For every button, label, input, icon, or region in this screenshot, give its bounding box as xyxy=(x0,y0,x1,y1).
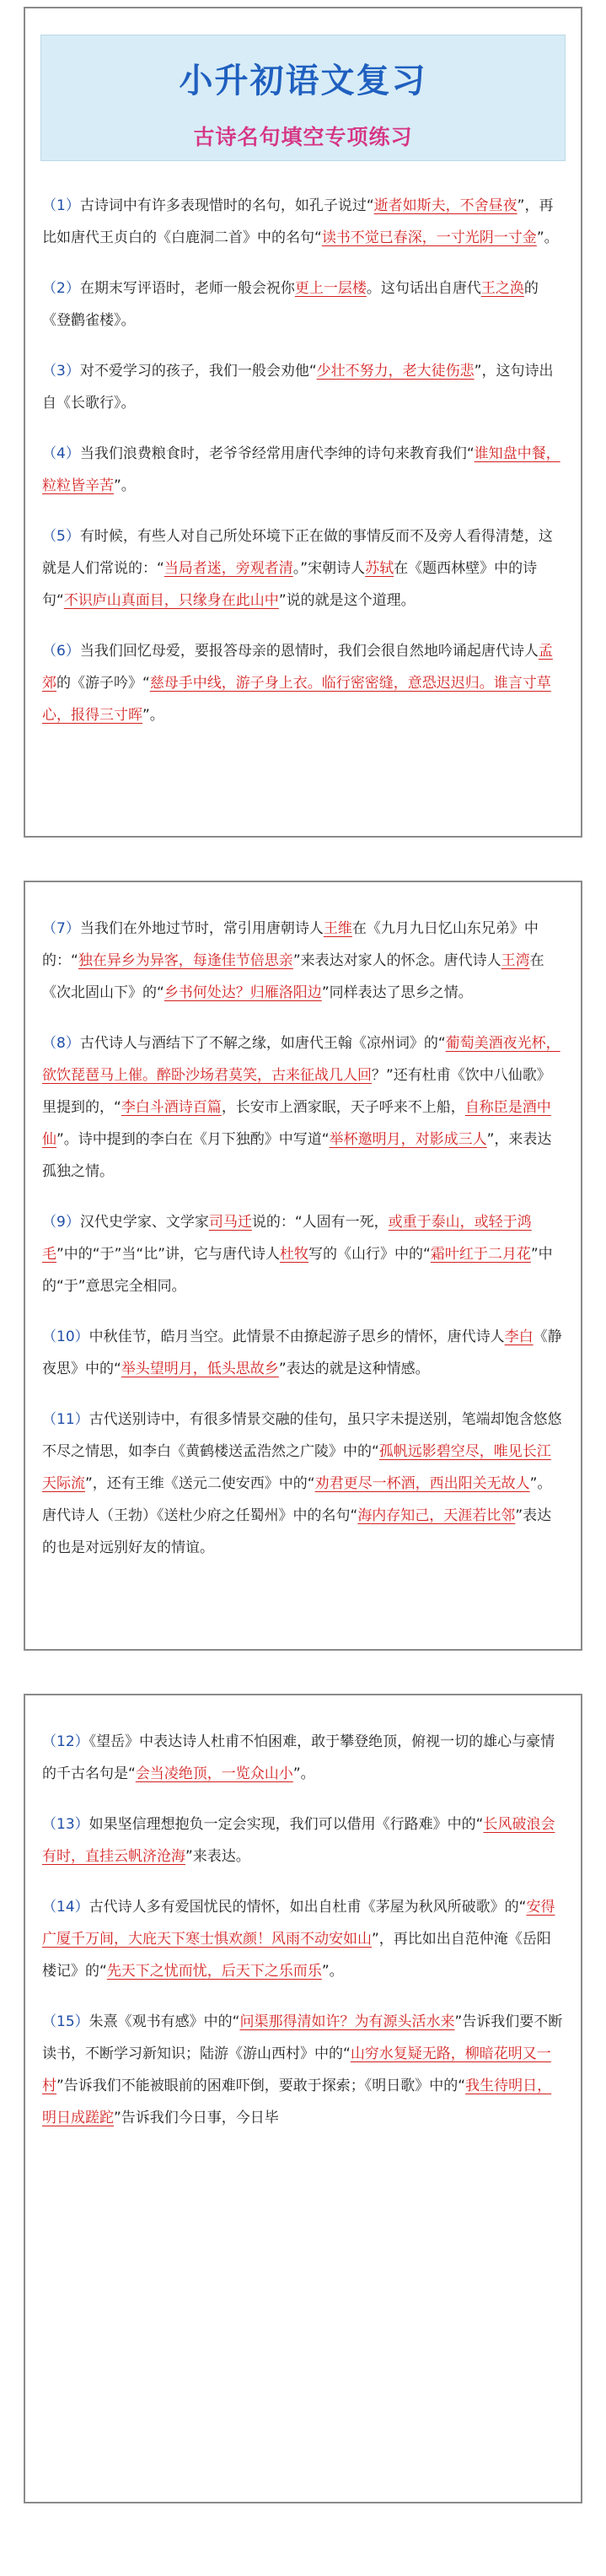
question-list xyxy=(25,882,581,1564)
question-text: 古代诗人与酒结下了不解之缘，如唐代王翰《凉州词》的“ xyxy=(79,1035,446,1052)
answer-text: 我生待明日，明日成蹉跎 xyxy=(42,2078,552,2126)
answer-text: 少壮不努力，老大徒伤悲 xyxy=(316,363,475,380)
question-number: （10） xyxy=(42,1328,89,1345)
answer-text: 自称臣是酒中仙 xyxy=(42,1099,551,1148)
question-text: ”来表达。 xyxy=(185,1848,250,1865)
question-number: （15） xyxy=(42,2013,89,2030)
answer-text: 慈母手中线，游子身上衣。临行密密缝，意恐迟迟归。谁言寸草心，报得三寸晖 xyxy=(42,675,551,724)
answer-text: 更上一层楼 xyxy=(294,280,367,297)
question-text: 当我们在外地过节时，常引用唐朝诗人 xyxy=(79,920,324,937)
answer-text: 王之涣 xyxy=(480,280,524,297)
answer-text: 苏轼 xyxy=(365,560,394,577)
question-text: ”。 xyxy=(142,707,164,724)
page-subtitle: 古诗名句填空专项练习 xyxy=(193,125,413,149)
question-list xyxy=(25,1695,581,2134)
question-item xyxy=(42,190,564,254)
question-number: （13） xyxy=(42,1816,89,1833)
question-text: ”告诉我们不能被眼前的困难吓倒，要敢于探索；《明日歌》中的“ xyxy=(56,2078,466,2094)
answer-text: 不识庐山真面目，只缘身在此山中 xyxy=(63,592,279,609)
question-item xyxy=(42,1726,564,1790)
answer-text: 王湾 xyxy=(501,952,530,969)
question-number: （5） xyxy=(42,528,80,545)
question-number: （7） xyxy=(42,920,80,937)
question-text: 写的《山行》中的“ xyxy=(308,1246,431,1263)
question-text: 中秋佳节，皓月当空。此情景不由撩起游子思乡的情怀，唐代诗人 xyxy=(88,1328,505,1345)
question-text: 在期末写评语时，老师一般会祝你 xyxy=(79,280,295,297)
question-number: （11） xyxy=(42,1411,89,1428)
question-text: 当我们浪费粮食时，老爷爷经常用唐代李绅的诗句来教育我们“ xyxy=(79,445,475,462)
answer-text: 长风破浪会有时，直挂云帆济沧海 xyxy=(42,1816,555,1865)
question-text: ”，来表达孤独之情。 xyxy=(42,1131,552,1180)
question-text: 当我们回忆母爱，要报答母亲的恩情时，我们会很自然地吟诵起唐代诗人 xyxy=(79,643,539,660)
question-text: ”。 xyxy=(114,477,136,494)
question-item xyxy=(42,913,564,1009)
question-text: ”。诗中提到的李白在《月下独酌》中写道“ xyxy=(56,1131,330,1148)
question-text: ”。 xyxy=(536,229,559,246)
question-item xyxy=(42,438,564,502)
question-text: 古代送别诗中，有很多情景交融的佳句，虽只字未提送别，笔端却饱含悠悠不尽之情思，如李白《黄鹤楼送孟浩然之广陵》中的“ xyxy=(42,1411,562,1460)
question-text: 的《游子吟》“ xyxy=(56,675,150,692)
question-item xyxy=(42,355,564,419)
question-text: ？”还有杜甫《饮中八仙歌》里提到的，“ xyxy=(42,1067,551,1116)
answer-text: 李白 xyxy=(504,1328,534,1345)
question-text: ”中的“于”意思完全相同。 xyxy=(42,1246,553,1295)
question-item xyxy=(42,1206,564,1302)
worksheet-card-3 xyxy=(24,1694,582,2503)
question-number: （3） xyxy=(42,363,80,380)
question-text: 《望岳》中表达诗人杜甫不怕困难，敢于攀登绝顶，俯视一切的雄心与豪情的千古名句是“ xyxy=(42,1733,555,1782)
question-number: （14） xyxy=(42,1899,89,1916)
question-list xyxy=(25,161,581,731)
page-title: 小升初语文复习 xyxy=(179,61,427,100)
question-item xyxy=(42,272,564,337)
question-item xyxy=(42,1027,564,1188)
question-item xyxy=(42,1891,564,1987)
question-text: ”。 xyxy=(321,1963,344,1980)
question-text: 。这句话出自唐代 xyxy=(366,280,481,297)
answer-text: 举杯邀明月，对影成三人 xyxy=(329,1131,487,1148)
question-number: （12） xyxy=(42,1733,89,1750)
question-text: 《静夜思》中的“ xyxy=(42,1328,562,1377)
question-text: 的《登鹳雀楼》。 xyxy=(42,280,539,329)
question-text: ”告诉我们要不断读书，不断学习新知识；陆游《游山西村》中的“ xyxy=(42,2013,563,2062)
question-text: 在《次北固山下》的“ xyxy=(42,952,544,1001)
question-text: ”，再比如唐代王贞白的《白鹿洞二首》中的名句“ xyxy=(42,197,554,246)
answer-text: 逝者如斯夫，不舍昼夜 xyxy=(373,197,518,214)
answer-text: 霜叶红于二月花 xyxy=(430,1246,531,1263)
answer-text: 王维 xyxy=(323,920,352,937)
question-text: 有时候，有些人对自己所处环境下正在做的事情反而不及旁人看得清楚，这就是人们常说的：“ xyxy=(42,528,553,577)
question-number: （2） xyxy=(42,280,80,297)
question-number: （1） xyxy=(42,197,80,214)
question-text: ”告诉我们今日事，今日毕 xyxy=(114,2110,279,2126)
question-text: ”，这句诗出自《长歌行》。 xyxy=(42,363,554,412)
worksheet-card-2 xyxy=(24,881,582,1651)
question-text: 在《九月九日忆山东兄弟》中的：“ xyxy=(42,920,539,969)
answer-text: 葡萄美酒夜光杯，欲饮琵琶马上催。醉卧沙场君莫笑，古来征战几人回 xyxy=(42,1035,560,1084)
answer-text: 独在异乡为异客，每逢佳节倍思亲 xyxy=(78,952,293,969)
question-number: （4） xyxy=(42,445,80,462)
answer-text: 当局者迷，旁观者清 xyxy=(164,560,293,577)
question-text: 说的：“人固有一死， xyxy=(251,1214,389,1231)
question-item xyxy=(42,1321,564,1385)
question-item xyxy=(42,520,564,617)
question-text: ”。 xyxy=(292,1765,315,1782)
question-item xyxy=(42,2006,564,2134)
question-text: 对不爱学习的孩子，我们一般会劝他“ xyxy=(79,363,317,380)
question-text: ”同样表达了思乡之情。 xyxy=(321,984,473,1001)
question-text: 朱熹《观书有感》中的“ xyxy=(88,2013,240,2030)
question-item xyxy=(42,635,564,731)
question-text: 古代诗人多有爱国忧民的情怀，如出自杜甫《茅屋为秋风所破歌》的“ xyxy=(88,1899,527,1916)
answer-text: 安得广厦千万间，大庇天下寒士惧欢颜！风雨不动安如山 xyxy=(42,1899,555,1948)
question-text: ”中的“于”当“比”讲，它与唐代诗人 xyxy=(56,1246,281,1263)
answer-text: 问渠那得清如许？为有源头活水来 xyxy=(239,2013,455,2030)
question-text: ，长安市上酒家眠，天子呼来不上船， xyxy=(221,1099,465,1116)
question-number: （9） xyxy=(42,1214,80,1231)
answer-text: 举头望明月，低头思故乡 xyxy=(121,1361,279,1377)
question-text: ”，再比如出自范仲淹《岳阳楼记》的“ xyxy=(42,1931,551,1980)
answer-text: 孟郊 xyxy=(42,643,553,692)
answer-text: 孤帆远影碧空尽，唯见长江天际流 xyxy=(42,1443,551,1492)
title-banner xyxy=(40,35,566,161)
question-text: ”表达的就是这种情感。 xyxy=(278,1361,430,1377)
question-number: （8） xyxy=(42,1035,80,1052)
question-text: 在《题西林壁》中的诗句“ xyxy=(42,560,538,609)
question-text: 汉代史学家、文学家 xyxy=(79,1214,209,1231)
question-text: 如果坚信理想抱负一定会实现，我们可以借用《行路难》中的“ xyxy=(88,1816,484,1833)
answer-text: 或重于泰山，或轻于鸿毛 xyxy=(42,1214,532,1263)
question-text: ”，还有王维《送元二使安西》中的“ xyxy=(85,1475,315,1492)
answer-text: 读书不觉已春深，一寸光阴一寸金 xyxy=(321,229,537,246)
answer-text: 海内存知己，天涯若比邻 xyxy=(357,1507,516,1524)
question-text: 。”宋朝诗人 xyxy=(292,560,366,577)
question-text: ”说的就是这个道理。 xyxy=(278,592,416,609)
answer-text: 谁知盘中餐，粒粒皆辛苦 xyxy=(42,445,560,494)
answer-text: 杜牧 xyxy=(280,1246,309,1263)
answer-text: 劝君更尽一杯酒，西出阳关无故人 xyxy=(314,1475,530,1492)
answer-text: 乡书何处达？归雁洛阳边 xyxy=(164,984,322,1001)
answer-text: 先天下之忧而忧，后天下之乐而乐 xyxy=(106,1963,322,1980)
answer-text: 山穷水复疑无路，柳暗花明又一村 xyxy=(42,2045,551,2094)
answer-text: 司马迁 xyxy=(208,1214,252,1231)
question-text: ”。唐代诗人（王勃）《送杜少府之任蜀州》中的名句“ xyxy=(42,1475,552,1524)
question-number: （6） xyxy=(42,643,80,660)
answer-text: 会当凌绝顶，一览众山小 xyxy=(135,1765,293,1782)
question-text: ”表达的也是对远别好友的情谊。 xyxy=(42,1507,552,1556)
question-text: 古诗词中有许多表现惜时的名句，如孔子说过“ xyxy=(79,197,374,214)
worksheet-card-1 xyxy=(24,7,582,838)
question-item xyxy=(42,1808,564,1873)
question-item xyxy=(42,1404,564,1564)
answer-text: 李白斗酒诗百篇 xyxy=(121,1099,222,1116)
question-text: ”来表达对家人的怀念。唐代诗人 xyxy=(292,952,501,969)
